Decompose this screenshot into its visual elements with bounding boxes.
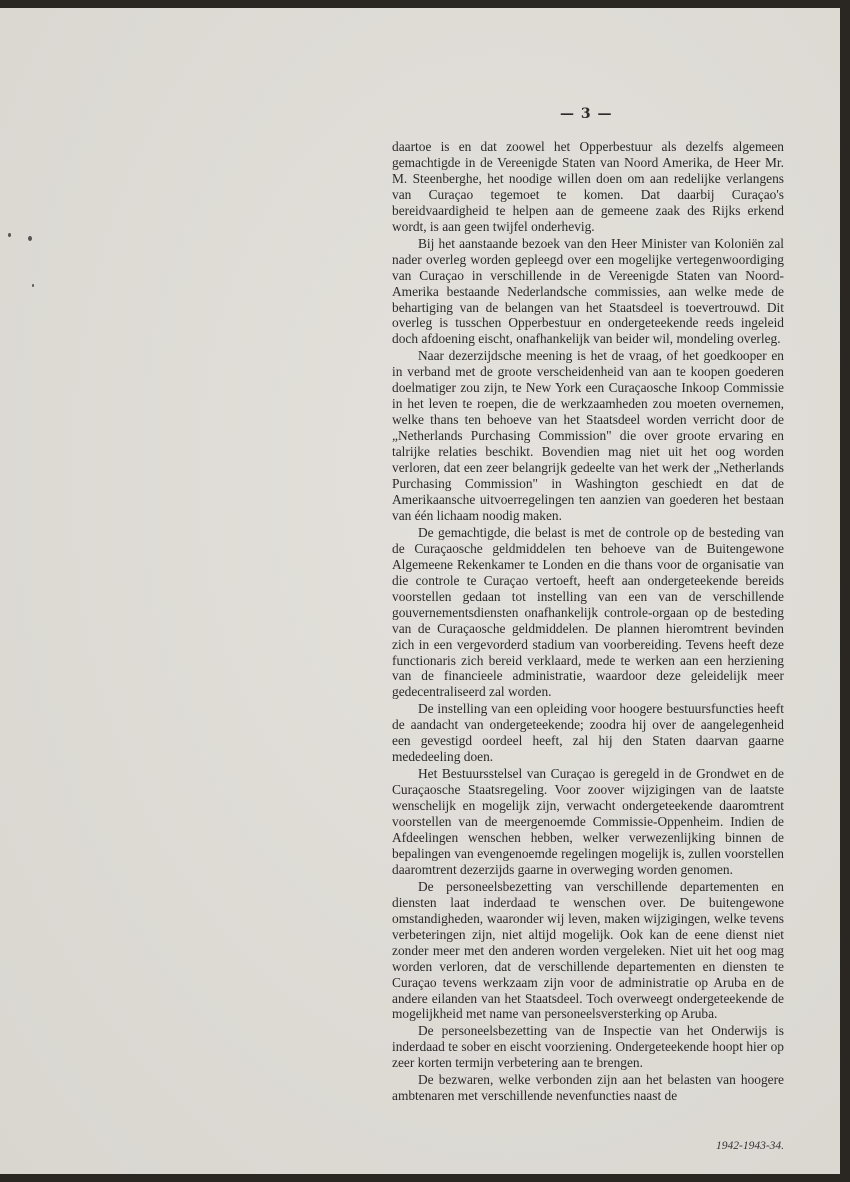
paragraph: Bij het aanstaande bezoek van den Heer Minister van Koloniën zal nader overleg worden gepleegd over een mogelijke vertegenwoordiging van Curaçao in verschillende in de Vereenigde Staten van Noord-Amerika bestaande Nederlandsche commissies, aan welke mede de behartiging van de belangen van het Staatsdeel is toevertrouwd. Dit overleg is tusschen Opperbestuur en ondergeteekende reeds ingeleid doch afdoening eischt, onafhankelijk van beider wil, mondeling overleg. — [392, 235, 784, 347]
paragraph: daartoe is en dat zoowel het Opperbestuur als dezelfs algemeen gemachtigde in de Vereenigde Staten van Noord Amerika, de Heer Mr. M. Steenberghe, het noodige willen doen om aan redelijke verlangens van Curaçao tegemoet te komen. Dat daarbij Curaçao's bereidvaardigheid te helpen aan de gemeene zaak des Rijks erkend wordt, is aan geen twijfel onderhevig. — [392, 139, 784, 234]
paragraph: De bezwaren, welke verbonden zijn aan het belasten van hoogere ambtenaren met verschillende nevenfuncties naast de — [392, 1072, 784, 1104]
paragraph: De personeelsbezetting van verschillende departementen en diensten laat inderdaad te wenschen over. De buitengewone omstandigheden, waaronder wij leven, maken wijzigingen, welke tevens verbeteringen zijn, niet altijd mogelijk. Ook kan de eene dienst niet zonder meer met den anderen worden vergeleken. Niet uit het oog mag worden verloren, dat de verschillende departementen en diensten te Curaçao tevens werkzaam zijn voor de administratie op Aruba en de andere eilanden van het Staatsdeel. Toch overweegt ondergeteekende de mogelijkheid met name van personeelsversterking op Aruba. — [392, 878, 784, 1022]
paragraph: De instelling van een opleiding voor hoogere bestuursfuncties heeft de aandacht van ondergeteekende; zoodra hij over de aangelegenheid een gevestigd oordeel heeft, zal hij den Staten daarvan gaarne mededeeling doen. — [392, 701, 784, 765]
document-page — [0, 8, 840, 1174]
page-number: — 3 — — [560, 106, 613, 122]
margin-speck — [32, 284, 34, 287]
body-text-column — [392, 139, 784, 1105]
paragraph: Het Bestuursstelsel van Curaçao is geregeld in de Grondwet en de Curaçaosche Staatsregeling. Voor zoover wijzigingen van de laatste wenschelijk en mogelijk zijn, verwacht ondergeteekende daaromtrent voorstellen van de meergenoemde Commissie-Oppenheim. Indien de Afdeelingen wenschen hebben, welker verwezenlijking binnen de bepalingen van evengenoemde regelingen mogelijk is, zullen voorstellen daaromtrent dezerzijds gaarne in overweging worden genomen. — [392, 766, 784, 877]
margin-speck — [8, 233, 11, 237]
margin-speck — [28, 236, 32, 241]
footer-reference: 1942-1943-34. — [716, 1140, 785, 1152]
paragraph: Naar dezerzijdsche meening is het de vraag, of het goedkooper en in verband met de groote verscheidenheid van aan te koopen goederen doelmatiger zou zijn, te New York een Curaçaosche Inkoop Commissie in het leven te roepen, die de werkzaamheden zou moeten overnemen, welke thans ten behoeve van het Staatsdeel worden verricht door de „Netherlands Purchasing Commission" die over groote ervaring en talrijke relaties beschikt. Bovendien mag niet uit het oog worden verloren, dat een zeer belangrijk gedeelte van het werk der „Netherlands Purchasing Commission" in Washington geschiedt en dat de Amerikaansche uitvoerregelingen ten aanzien van goederen het bestaan van één lichaam noodig maken. — [392, 348, 784, 523]
paragraph: De personeelsbezetting van de Inspectie van het Onderwijs is inderdaad te sober en eischt voorziening. Ondergeteekende hoopt hier op zeer korten termijn verbetering aan te brengen. — [392, 1023, 784, 1071]
paragraph: De gemachtigde, die belast is met de controle op de besteding van de Curaçaosche geldmiddelen ten behoeve van de Buitengewone Algemeene Rekenkamer te Londen en die thans voor de organisatie van die controle te Curaçao vertoeft, heeft aan ondergeteekende bereids voorstellen gedaan tot instelling van een van de verschillende gouvernementsdiensten onafhankelijk controle-orgaan op de besteding van de Curaçaosche geldmiddelen. De plannen hieromtrent bevinden zich in een vergevorderd stadium van voorbereiding. Tevens heeft deze functionaris zich bereid verklaard, mede te werken aan een herziening van de financieele administratie, waardoor deze geleidelijk meer gedecentraliseerd zal worden. — [392, 524, 784, 700]
